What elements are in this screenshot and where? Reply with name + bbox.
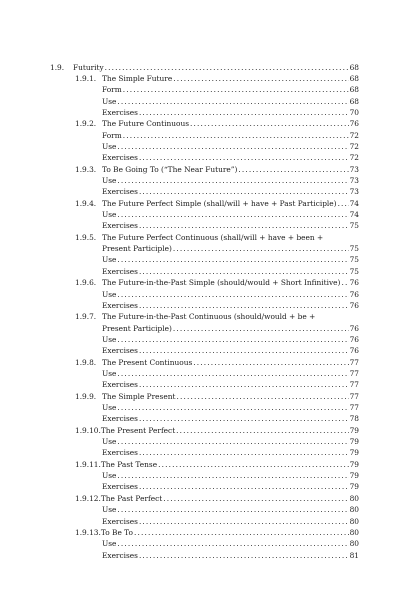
toc-entry-title: To Be To (100, 527, 133, 537)
toc-page-number: 79 (349, 459, 359, 469)
dot-leader (116, 141, 348, 152)
toc-subentry[interactable] (102, 447, 359, 458)
toc-section-entry[interactable] (75, 232, 359, 243)
toc-page-number: 77 (349, 380, 359, 390)
toc-chapter-entry[interactable] (50, 62, 359, 73)
toc-entry-title: The Future Perfect Continuous (shall/will + have + been + (102, 232, 324, 242)
toc-subentry[interactable] (102, 186, 359, 197)
toc-page-number: 77 (349, 368, 359, 378)
toc-entry-title: Use (102, 539, 117, 549)
toc-section-entry[interactable] (75, 277, 359, 288)
toc-entry-title: To Be Going To (“The Near Future”) (102, 164, 238, 174)
toc-section-entry[interactable] (75, 118, 359, 129)
toc-page-number: 72 (349, 153, 359, 163)
toc-page-number: 80 (349, 505, 359, 515)
toc-entry-title: The Simple Present (102, 391, 176, 401)
toc-entry-title: The Simple Future (102, 73, 173, 83)
toc-entry-title: Use (102, 403, 117, 412)
toc-section-entry[interactable] (75, 311, 359, 322)
toc-entry-title: Exercises (102, 153, 138, 163)
toc-subentry[interactable] (102, 368, 359, 379)
dot-leader (138, 345, 349, 356)
toc-subentry[interactable] (102, 436, 359, 447)
toc-page-number: 68 (349, 73, 359, 83)
toc-entry-title: Exercises (102, 482, 138, 492)
toc-entry-number: 1.9.8. (75, 357, 97, 367)
toc-entry-title: Exercises (102, 414, 138, 424)
toc-page-number: 76 (349, 119, 359, 129)
dot-leader (237, 164, 348, 175)
dot-leader (138, 266, 349, 277)
dot-leader (138, 107, 349, 118)
toc-subentry[interactable] (102, 402, 359, 413)
toc-entry-title: Use (102, 471, 117, 481)
dot-leader (138, 550, 349, 561)
toc-entry-title: Use (102, 437, 117, 447)
toc-page-number: 75 (349, 255, 359, 265)
dot-leader (116, 436, 348, 447)
toc-subentry[interactable] (102, 152, 359, 163)
toc-section-entry[interactable] (75, 73, 359, 84)
toc-entry-title: Exercises (102, 550, 138, 560)
toc-entry-title: The Future Perfect Simple (shall/will + have + Past Participle) (102, 198, 337, 208)
dot-leader (116, 334, 348, 345)
dot-leader (116, 175, 348, 186)
toc-subentry[interactable] (102, 96, 359, 107)
toc-entry-title: Exercises (102, 448, 138, 458)
toc-subentry[interactable] (102, 220, 359, 231)
toc-entry-title: Use (102, 368, 117, 378)
toc-section-entry[interactable] (75, 459, 359, 470)
toc-page-number: 79 (349, 471, 359, 481)
toc-entry-title: The Future-in-the-Past Continuous (should/would + be + (102, 312, 316, 322)
toc-subentry[interactable] (102, 209, 359, 220)
toc-page-number: 73 (349, 176, 359, 185)
dot-leader (340, 277, 348, 288)
toc-entry-title: The Past Perfect (100, 493, 163, 503)
toc-page-number: 80 (349, 539, 359, 549)
toc-entry-title: The Past Tense (100, 459, 158, 469)
dot-leader (116, 254, 348, 265)
toc-page-number: 76 (349, 278, 359, 288)
toc-subentry[interactable] (102, 516, 359, 527)
dot-leader (172, 243, 349, 254)
toc-subentry[interactable] (102, 334, 359, 345)
toc-subentry[interactable] (102, 300, 359, 311)
toc-entry-number: 1.9.6. (75, 278, 97, 288)
toc-page-number: 77 (349, 391, 359, 401)
toc-subentry[interactable] (102, 175, 359, 186)
toc-page-number: 73 (349, 187, 359, 197)
toc-entry-title: Use (102, 176, 117, 185)
toc-entry-title: Present Participle) (102, 323, 172, 333)
toc-section-entry[interactable] (75, 527, 359, 538)
dot-leader (138, 220, 349, 231)
dot-leader (138, 379, 349, 390)
toc-entry-title: Form (102, 85, 122, 95)
toc-entry-title: Exercises (102, 107, 138, 117)
dot-leader (337, 198, 349, 209)
toc-entry-number: 1.9.1. (75, 73, 97, 83)
dot-leader (192, 357, 348, 368)
toc-entry-title: The Future-in-the-Past Simple (should/would + Short Infinitive) (102, 278, 341, 288)
toc-page-number: 76 (349, 289, 359, 299)
toc-subentry[interactable] (102, 470, 359, 481)
toc-entry-title: Form (102, 130, 122, 140)
toc-page-number: 80 (349, 516, 359, 526)
toc-entry-number: 1.9.11. (75, 459, 101, 469)
toc-subentry[interactable] (102, 130, 359, 141)
toc-page-number: 74 (349, 210, 359, 220)
toc-entry-number: 1.9.3. (75, 164, 97, 174)
toc-subentry[interactable] (102, 254, 359, 265)
toc-page-number: 76 (349, 334, 359, 344)
toc-page-number: 75 (349, 266, 359, 276)
toc-page-number: 73 (349, 164, 359, 174)
dot-leader (122, 84, 349, 95)
toc-subentry[interactable] (102, 141, 359, 152)
toc-entry-title: Exercises (102, 516, 138, 526)
dot-leader (104, 62, 349, 73)
dot-leader (116, 504, 348, 515)
toc-entry-title: The Present Continuous (102, 357, 193, 367)
dot-leader (138, 447, 349, 458)
dot-leader (138, 481, 349, 492)
toc-page-number: 80 (349, 527, 359, 537)
toc-subentry[interactable] (102, 538, 359, 549)
toc-page-number: 76 (349, 323, 359, 333)
toc-section-entry[interactable] (75, 425, 359, 436)
toc-entry-title: Use (102, 210, 117, 220)
toc-entry-title: Use (102, 289, 117, 299)
dot-leader (189, 118, 349, 129)
toc-page-number: 70 (349, 107, 359, 117)
toc-subentry[interactable] (102, 379, 359, 390)
dot-leader (175, 391, 348, 402)
toc-entry-number: 1.9.13. (75, 527, 101, 537)
toc-page-number: 78 (349, 414, 359, 424)
toc-entry-title: Exercises (102, 346, 138, 356)
toc-subentry[interactable] (102, 107, 359, 118)
toc-entry-title: Present Participle) (102, 244, 172, 254)
toc-page-number: 72 (349, 130, 359, 140)
toc-subentry[interactable] (102, 550, 359, 561)
toc-page-number: 77 (349, 357, 359, 367)
toc-entry-number: 1.9.10. (75, 425, 101, 435)
dot-leader (116, 209, 348, 220)
toc-section-entry[interactable] (75, 198, 359, 209)
toc-entry-title: Use (102, 255, 117, 265)
toc-entry-number: 1.9.7. (75, 312, 97, 322)
dot-leader (116, 368, 348, 379)
toc-entry-title: Exercises (102, 380, 138, 390)
dot-leader (172, 73, 348, 84)
dot-leader (116, 470, 348, 481)
toc-entry-number: 1.9.4. (75, 198, 97, 208)
toc-subentry[interactable] (102, 84, 359, 95)
toc-entry-title: The Future Continuous (102, 119, 190, 129)
toc-page-number: 75 (349, 221, 359, 231)
toc-section-entry[interactable] (75, 357, 359, 368)
toc-page-number: 74 (349, 198, 359, 208)
toc-page-number: 79 (349, 425, 359, 435)
dot-leader (138, 413, 349, 424)
toc-entry-number: 1.9.5. (75, 232, 97, 242)
toc-section-entry[interactable] (102, 243, 359, 254)
toc-entry-title: Use (102, 334, 117, 344)
toc-subentry[interactable] (102, 345, 359, 356)
toc-subentry[interactable] (102, 504, 359, 515)
dot-leader (116, 96, 348, 107)
toc-entry-title: Futurity (73, 62, 104, 72)
toc-entry-number: 1.9.12. (75, 493, 101, 503)
toc-page-number: 79 (349, 482, 359, 492)
dot-leader (122, 130, 349, 141)
toc-page-number: 80 (349, 493, 359, 503)
toc-section-entry[interactable] (75, 493, 359, 504)
toc-page-number: 72 (349, 141, 359, 151)
toc-entry-title: Exercises (102, 266, 138, 276)
dot-leader (172, 323, 349, 334)
toc-page-number: 79 (349, 448, 359, 458)
dot-leader (175, 425, 348, 436)
toc-entry-number: 1.9.9. (75, 391, 97, 401)
toc-page-number: 79 (349, 437, 359, 447)
toc-page-number: 81 (349, 550, 359, 560)
dot-leader (138, 516, 349, 527)
dot-leader (133, 527, 349, 538)
toc-page-number: 68 (349, 85, 359, 95)
toc-page-number: 77 (349, 403, 359, 412)
toc-entry-title: Use (102, 141, 117, 151)
toc-section-entry[interactable] (102, 323, 359, 334)
dot-leader (138, 152, 349, 163)
dot-leader (116, 402, 348, 413)
toc-entry-title: The Present Perfect (100, 425, 176, 435)
dot-leader (116, 289, 348, 300)
toc-subentry[interactable] (102, 413, 359, 424)
toc-entry-number: 1.9.2. (75, 119, 97, 129)
toc-section-entry[interactable] (75, 391, 359, 402)
toc-entry-title: Use (102, 96, 117, 106)
dot-leader (162, 493, 348, 504)
toc-subentry[interactable] (102, 266, 359, 277)
dot-leader (138, 186, 349, 197)
toc-subentry[interactable] (102, 481, 359, 492)
dot-leader (157, 459, 349, 470)
toc-page-number: 75 (349, 244, 359, 254)
toc-section-entry[interactable] (75, 164, 359, 175)
dot-leader (116, 538, 348, 549)
toc-page-number: 76 (349, 346, 359, 356)
toc-subentry[interactable] (102, 289, 359, 300)
toc-entry-number: 1.9. (50, 62, 65, 72)
toc-entry-title: Use (102, 505, 117, 515)
toc-page-number: 68 (349, 62, 359, 72)
toc-entry-title: Exercises (102, 221, 138, 231)
toc-page-number: 68 (349, 96, 359, 106)
toc-entry-title: Exercises (102, 187, 138, 197)
toc-entry-title: Exercises (102, 300, 138, 310)
dot-leader (138, 300, 349, 311)
toc-page-number: 76 (349, 300, 359, 310)
